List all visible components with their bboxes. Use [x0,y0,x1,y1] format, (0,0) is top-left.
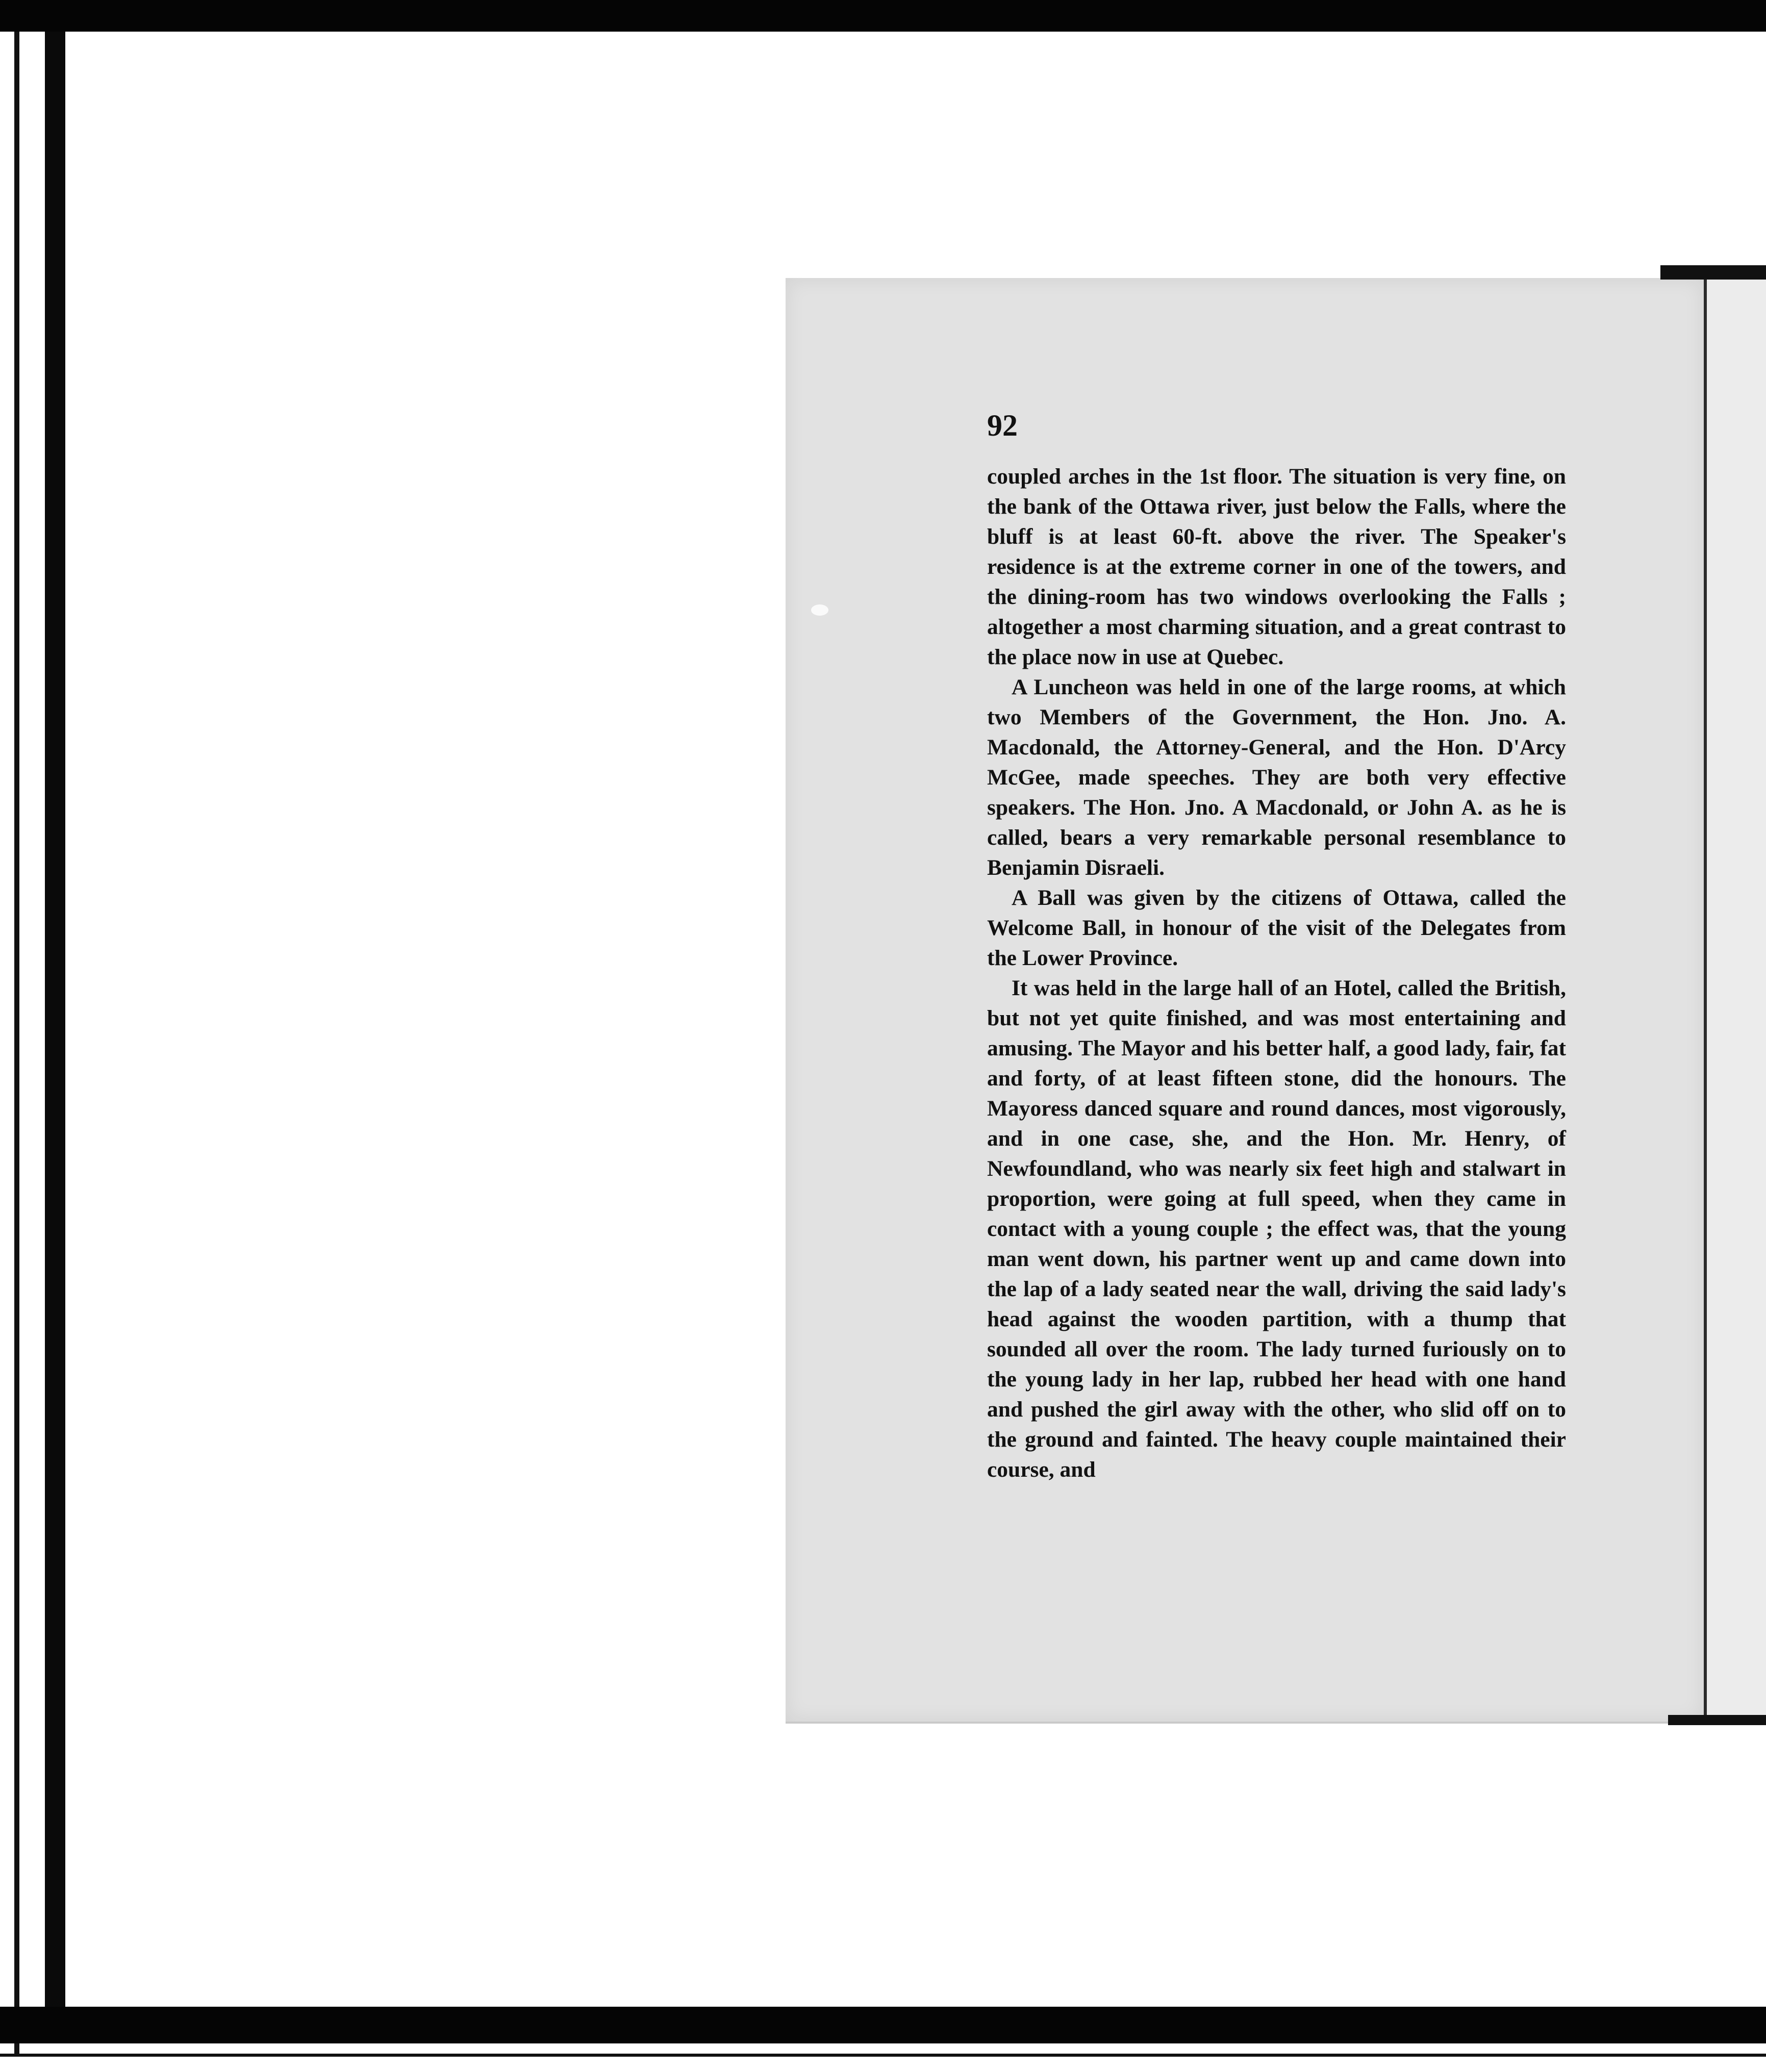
scan-border-bottom-strip [0,2054,1766,2072]
page-edge-shadow-top [1660,265,1766,280]
scan-border-bottom [0,2007,1766,2043]
paragraph-1: coupled arches in the 1st floor. The situation is very fine, on the bank of the Ottawa river, just below the Falls, where the bluff is at least 60-ft. above the river. The Speaker's residence is at the extreme corner in one of the towers, and the dining-room has two windows overlooking the Falls ; altogether a most charming situation, and a great contrast to the place now in use at Quebec. [987,464,1566,669]
page-number: 92 [987,409,1018,442]
facing-page-edge [1704,278,1766,1722]
paragraph-3: A Ball was given by the citizens of Ottawa, called the Welcome Ball, in honour of the visit of the Delegates from the Lower Province. [987,886,1566,970]
body-text [987,462,1566,1485]
scan-border-left-band [45,32,65,2007]
page-edge-shadow-bottom [1668,1715,1766,1725]
scan-speck [811,604,828,616]
paragraph-2: A Luncheon was held in one of the large rooms, at which two Members of the Government, the Hon. Jno. A. Macdonald, the Attorney-General, and the Hon. D'Arcy McGee, made speeches. They are both very effective speakers. The Hon. Jno. A Macdonald, or John A. as he is called, bears a very remarkable personal resemblance to Benjamin Disraeli. [987,675,1566,880]
scan-border-left-gap [19,32,45,2007]
scan-border-left [0,32,19,2069]
scan-border-top [0,0,1766,32]
paragraph-4: It was held in the large hall of an Hotel, called the British, but not yet quite finished, and was most entertaining and amusing. The Mayor and his better half, a good lady, fair, fat and forty, of at least fifteen stone, did the honours. The Mayoress danced square and round dances, most vigorously, and in one case, she, and the Hon. Mr. Henry, of Newfoundland, who was nearly six feet high and stalwart in proportion, were going at full speed, when they came in contact with a young couple ; the effect was, that the young man went down, his partner went up and came down into the lap of a lady seated near the wall, driving the said lady's head against the wooden partition, with a thump that sounded all over the room. The lady turned furiously on to the young lady in her lap, rubbed her head with one hand and pushed the girl away with the other, who slid off on to the ground and fainted. The heavy couple maintained their course, and [987,976,1566,1482]
